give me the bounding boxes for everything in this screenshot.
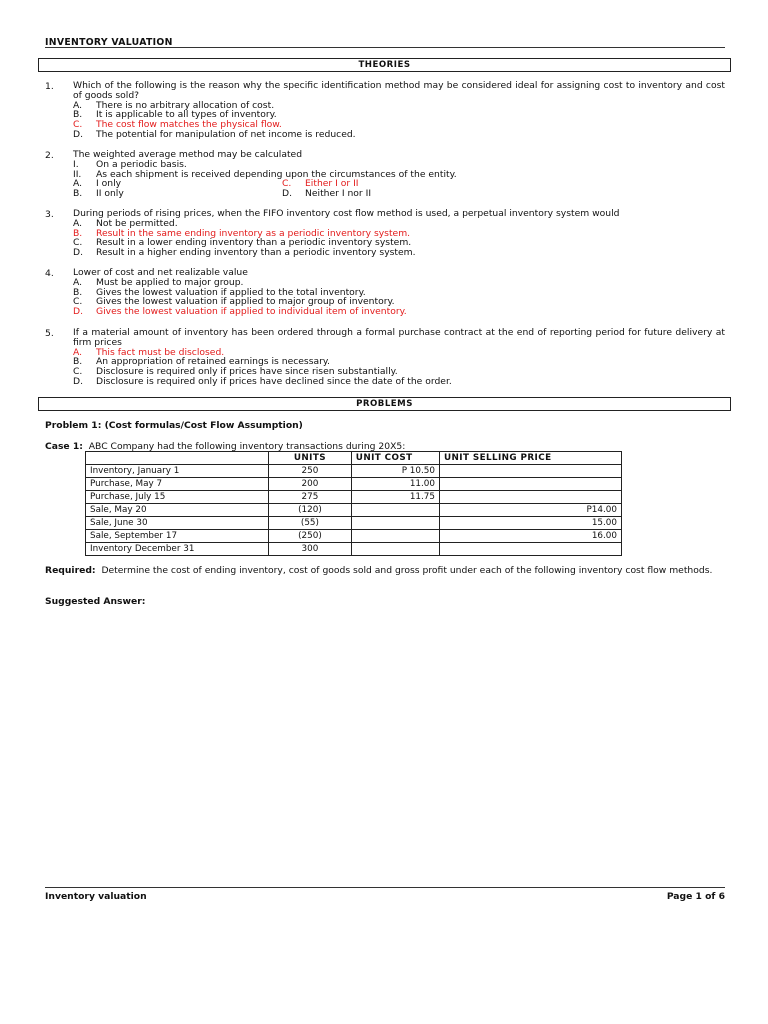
- question-3: [45, 209, 725, 258]
- question-stem: The weighted average method may be calculated: [73, 149, 303, 160]
- option-b: B. Gives the lowest valuation if applied to the total inventory.: [73, 286, 366, 298]
- case-text: ABC Company had the following inventory transactions during 20X5:: [88, 441, 406, 452]
- table-cell: Sale, May 20: [86, 504, 269, 517]
- question-number: 3.: [45, 209, 54, 220]
- table-cell: [440, 491, 622, 504]
- header-divider: [45, 47, 725, 48]
- page-header-title: INVENTORY VALUATION: [45, 37, 173, 48]
- table-cell: [351, 543, 439, 556]
- case-label: Case 1:: [45, 441, 83, 452]
- option-b-text: II only: [96, 188, 124, 200]
- table-cell: P14.00: [440, 504, 622, 517]
- options-row-2: [73, 189, 725, 199]
- problem-title: Problem 1: (Cost formulas/Cost Flow Assumption): [45, 420, 303, 431]
- question-5: [45, 328, 725, 387]
- section-problems: PROBLEMS: [38, 397, 731, 411]
- option-c: C. Gives the lowest valuation if applied to major group of inventory.: [73, 296, 395, 308]
- section-theories: THEORIES: [38, 58, 731, 72]
- table-cell: 275: [269, 491, 352, 504]
- option-c: C. Disclosure is required only if prices have since risen substantially.: [73, 366, 398, 378]
- required-label: Required:: [45, 565, 96, 576]
- option-d-letter: D.: [282, 188, 292, 200]
- option-a-letter: A.: [73, 178, 83, 190]
- table-cell: Purchase, July 15: [86, 491, 269, 504]
- options-row-1: [73, 179, 725, 189]
- option-d: D. The potential for manipulation of net income is reduced.: [73, 128, 356, 140]
- required-text: Determine the cost of ending inventory, cost of goods sold and gross profit under each of the following inventory cost flow methods.: [101, 565, 713, 576]
- question-stem: If a material amount of inventory has been ordered through a formal purchase contract at the end of reporting period for future delivery at firm prices: [73, 327, 725, 348]
- table-cell: Inventory December 31: [86, 543, 269, 556]
- question-number: 1.: [45, 81, 54, 92]
- table-cell: 16.00: [440, 530, 622, 543]
- table-cell: 11.00: [351, 478, 439, 491]
- question-stem: Lower of cost and net realizable value: [73, 267, 248, 278]
- table-header-cell: UNITS: [269, 452, 352, 465]
- table-cell: 11.75: [351, 491, 439, 504]
- table-header-cell: [86, 452, 269, 465]
- footer-title: Inventory valuation: [45, 891, 147, 902]
- table-cell: Sale, June 30: [86, 517, 269, 530]
- table-cell: [440, 465, 622, 478]
- question-stem: During periods of rising prices, when the FIFO inventory cost flow method is used, a perpetual inventory system would: [73, 208, 620, 219]
- table-row: [86, 504, 622, 517]
- table-row: [86, 530, 622, 543]
- footer-divider: [45, 887, 725, 888]
- option-d-answer: D. Gives the lowest valuation if applied to individual item of inventory.: [73, 306, 407, 318]
- table-row: [86, 478, 622, 491]
- table-cell: P 10.50: [351, 465, 439, 478]
- table-row: [86, 465, 622, 478]
- option-d: D. Disclosure is required only if prices have declined since the date of the order.: [73, 375, 452, 387]
- option-a: A. Must be applied to major group.: [73, 276, 244, 288]
- suggested-answer-heading: Suggested Answer:: [45, 596, 146, 607]
- question-number: 5.: [45, 328, 54, 339]
- option-a: A. There is no arbitrary allocation of cost.: [73, 99, 275, 111]
- roman-ii: II. As each shipment is received depending upon the circumstances of the entity.: [73, 168, 457, 180]
- option-a: A. Not be permitted.: [73, 217, 178, 229]
- question-number: 4.: [45, 268, 54, 279]
- table-row: [86, 491, 622, 504]
- table-header-row: [86, 452, 622, 465]
- required-instruction: [45, 566, 725, 576]
- table-cell: 250: [269, 465, 352, 478]
- table-cell: [440, 543, 622, 556]
- table-cell: Purchase, May 7: [86, 478, 269, 491]
- option-d-text: Neither I nor II: [305, 188, 372, 200]
- table-cell: (250): [269, 530, 352, 543]
- table-cell: [351, 517, 439, 530]
- question-4: [45, 268, 725, 317]
- table-cell: (55): [269, 517, 352, 530]
- option-d: D. Result in a higher ending inventory than a periodic inventory system.: [73, 247, 416, 259]
- option-c: C. Result in a lower ending inventory than a periodic inventory system.: [73, 237, 412, 249]
- table-cell: [440, 478, 622, 491]
- table-cell: Sale, September 17: [86, 530, 269, 543]
- option-a-answer: A. This fact must be disclosed.: [73, 346, 225, 358]
- table-row: [86, 517, 622, 530]
- table-cell: [351, 504, 439, 517]
- table-cell: [351, 530, 439, 543]
- option-c-letter-answer: C.: [282, 178, 292, 190]
- table-cell: 300: [269, 543, 352, 556]
- option-b-answer: B. Result in the same ending inventory as a periodic inventory system.: [73, 227, 411, 239]
- question-1: [45, 81, 725, 140]
- option-a-text: I only: [96, 178, 122, 190]
- table-header-cell: UNIT COST: [351, 452, 439, 465]
- page-number: Page 1 of 6: [666, 891, 725, 902]
- inventory-table: [85, 451, 622, 556]
- question-2: [45, 150, 725, 199]
- table-row: [86, 543, 622, 556]
- table-header-cell: UNIT SELLING PRICE: [440, 452, 622, 465]
- option-b-letter: B.: [73, 188, 83, 200]
- roman-i: I. On a periodic basis.: [73, 158, 187, 170]
- question-stem: Which of the following is the reason why the specific identification method may be considered ideal for assigning cost to inventory and cost of goods sold?: [73, 80, 725, 101]
- option-b: B. It is applicable to all types of inventory.: [73, 109, 277, 121]
- option-c-text-answer: Either I or II: [305, 178, 359, 190]
- table-cell: 200: [269, 478, 352, 491]
- option-c-answer: C. The cost flow matches the physical flow.: [73, 119, 282, 131]
- table-cell: (120): [269, 504, 352, 517]
- table-cell: Inventory, January 1: [86, 465, 269, 478]
- question-number: 2.: [45, 150, 54, 161]
- option-b: B. An appropriation of retained earnings is necessary.: [73, 356, 330, 368]
- table-cell: 15.00: [440, 517, 622, 530]
